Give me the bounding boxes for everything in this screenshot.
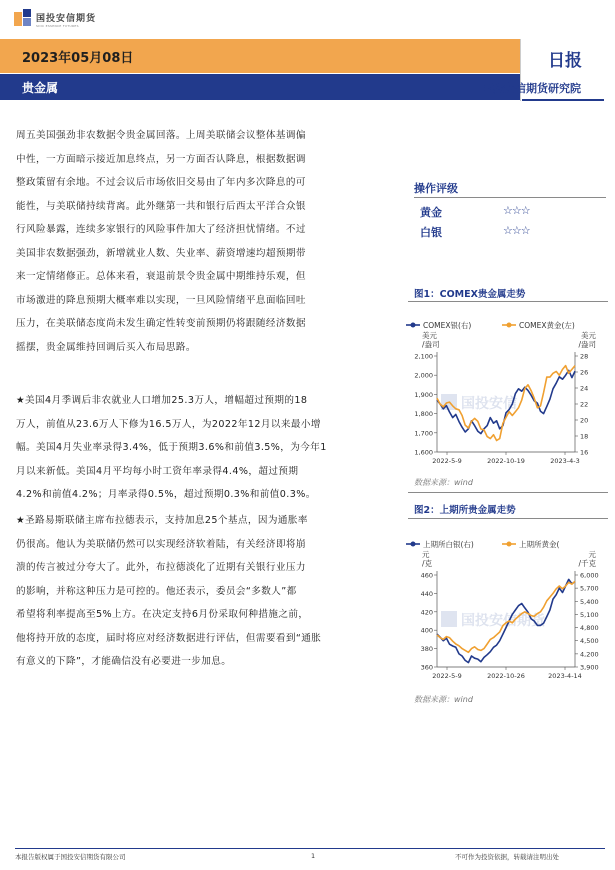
paragraph-summary: 周五美国强劲非农数据令贵金属回落。上周美联储会议整体基调偏 中性，一方面暗示接近加息终点，另一方面否认降息，根据数据调 整政策留有余地。不过会议后市场依旧交易由了年内多次降息的可 能性，与美联储持续背离。此外继第一共和银行后西太平洋合众银 行风险暴露，连续多家银行的风险事件加大了经济担忧情绪。不过 美国非农数据强劲，新增就业人数、失业率、薪资增速均超预期带 来一定情绪修正。总体来看，衰退前景令贵金属中期维持乐观，但 市场激进的降息预期大概率难以实现，一旦风险情绪平息面临回吐 压力，在美联储态度尚未发生确定性转变前预期仍将跟随经济数据 摇摆，贵金属维持回调后买入布局思路。 — [16, 130, 306, 353]
legend-label-1: COMEX银(右) — [423, 321, 472, 330]
left-tick-label: 380 — [420, 645, 433, 654]
rating-gold-label: 黄金 — [420, 206, 442, 219]
rating-title: 操作评级 — [414, 182, 458, 195]
x-tick-label: 2022-5-9 — [432, 457, 462, 465]
right-tick-label: 5,700 — [580, 584, 599, 593]
rating-divider — [414, 197, 606, 198]
legend-marker-1 — [411, 323, 416, 328]
legend-label-1: 上期所白银(右) — [423, 540, 474, 549]
left-tick-label: 420 — [420, 608, 433, 617]
left-unit-label-1: 美元 — [422, 331, 437, 340]
footer-divider — [15, 848, 605, 849]
watermark-text: 国投安信 — [461, 396, 517, 412]
right-tick-label: 26 — [580, 368, 589, 377]
x-tick-label: 2022-10-26 — [487, 672, 525, 680]
right-tick-label: 3,900 — [580, 663, 599, 672]
left-tick-label: 1,800 — [414, 410, 433, 419]
right-tick-label: 4,200 — [580, 650, 599, 659]
right-unit-label-2: /盎司 — [578, 340, 596, 349]
left-tick-label: 1,600 — [414, 448, 433, 457]
institute-underline — [522, 99, 604, 101]
logo-subtext: SDIC ESSENCE FUTURES — [36, 23, 79, 28]
legend-marker-2 — [507, 542, 512, 547]
logo-text: 国投安信期货 — [36, 13, 97, 24]
x-tick-label: 2023-4-14 — [548, 672, 582, 680]
right-unit-label-1: 元 — [588, 550, 596, 559]
right-tick-label: 5,400 — [580, 597, 599, 606]
left-unit-label-2: /盎司 — [422, 340, 440, 349]
figure1-title: 图1：COMEX贵金属走势 — [414, 289, 526, 300]
header-category-bar — [0, 74, 520, 100]
right-tick-label: 28 — [580, 352, 589, 361]
left-tick-label: 460 — [420, 571, 433, 580]
right-tick-label: 6,000 — [580, 571, 599, 580]
watermark-text: 国投安信期货 — [461, 613, 545, 629]
logo-mark-icon — [14, 9, 36, 29]
left-tick-label: 400 — [420, 626, 433, 635]
figure1-bottom-divider — [408, 492, 608, 493]
x-tick-label: 2022-5-9 — [432, 672, 462, 680]
x-tick-label: 2023-4-3 — [550, 457, 580, 465]
footer-disclaimer: 不可作为投资依据，转载请注明出处 — [455, 853, 559, 861]
figure2-divider — [408, 518, 608, 519]
legend-marker-2 — [507, 323, 512, 328]
paragraph-fed-bullard: ★圣路易斯联储主席布拉德表示，支持加息25个基点，因为通胀率 仍很高。他认为美联储仍然可以实现经济软着陆，有关经济即将崩 溃的传言被过分夸大了。此外，布拉德淡化了近期有关银行业压力 的影响，并称这种压力是可控的。他还表示，委员会“多数人”都 希望将利率提高至5%上方。在决定支持6月份采取何种措施之前， 他将持开放的态度，届时将应对经济数据进行评估，但需要看到“通胀 有意义的下降”，才能确信没有必要进一步加息。 — [16, 515, 322, 667]
figure1-divider — [408, 301, 608, 302]
right-tick-label: 22 — [580, 400, 589, 409]
rating-silver-label: 白银 — [420, 226, 442, 239]
x-tick-label: 2022-10-19 — [487, 457, 525, 465]
left-tick-label: 440 — [420, 589, 433, 598]
figure1-chart — [404, 318, 608, 470]
rating-silver-stars: ☆☆☆ — [503, 224, 530, 237]
left-unit-label-1: 元 — [422, 550, 430, 559]
report-date: 2023年05月08日 — [22, 51, 134, 66]
legend-label-2: COMEX黄金(左) — [519, 321, 575, 330]
right-tick-label: 4,500 — [580, 637, 599, 646]
figure2-chart — [404, 537, 608, 685]
legend-marker-1 — [411, 542, 416, 547]
figure2-title: 图2：上期所贵金属走势 — [414, 505, 516, 516]
right-unit-label-1: 美元 — [581, 331, 596, 340]
footer-copyright: 本报告版权属于国投安信期货有限公司 — [15, 853, 126, 861]
left-tick-label: 2,000 — [414, 371, 433, 380]
left-tick-label: 360 — [420, 663, 433, 672]
figure2-source: 数据来源：wind — [414, 695, 473, 704]
right-tick-label: 4,800 — [580, 624, 599, 633]
report-type: 日报 — [548, 51, 582, 71]
right-tick-label: 20 — [580, 416, 589, 425]
institute-name: 国投安信期货研究院 — [482, 82, 581, 95]
left-tick-label: 1,900 — [414, 390, 433, 399]
company-logo — [14, 9, 96, 29]
legend-label-2: 上期所黄金( — [519, 540, 560, 549]
left-tick-label: 1,700 — [414, 429, 433, 438]
left-tick-label: 2,100 — [414, 352, 433, 361]
right-tick-label: 16 — [580, 448, 589, 457]
watermark-logo-icon — [441, 611, 457, 627]
page-number: 1 — [311, 852, 316, 860]
right-tick-label: 5,100 — [580, 610, 599, 619]
figure1-source: 数据来源：wind — [414, 478, 473, 487]
rating-gold-stars: ☆☆☆ — [503, 204, 530, 217]
report-category: 贵金属 — [22, 81, 59, 95]
left-unit-label-2: /克 — [422, 559, 433, 568]
right-tick-label: 24 — [580, 384, 589, 393]
paragraph-nonfarm: ★美国4月季调后非农就业人口增加25.3万人，增幅超过预期的18 万人，前值从23.6万人下修为16.5万人，为2022年12月以来最小增 幅。美国4月失业率录得3.4%，低于预期3.6%和前值3.5%，为今年1 月以来新低。美国4月平均每小时工资年率录得4.4%，超过预期 4.2%和前值4.2%；月率录得0.5%，超过预期0.3%和前值0.3%。 — [16, 395, 327, 500]
right-tick-label: 18 — [580, 432, 589, 441]
right-unit-label-2: /千克 — [578, 559, 596, 568]
